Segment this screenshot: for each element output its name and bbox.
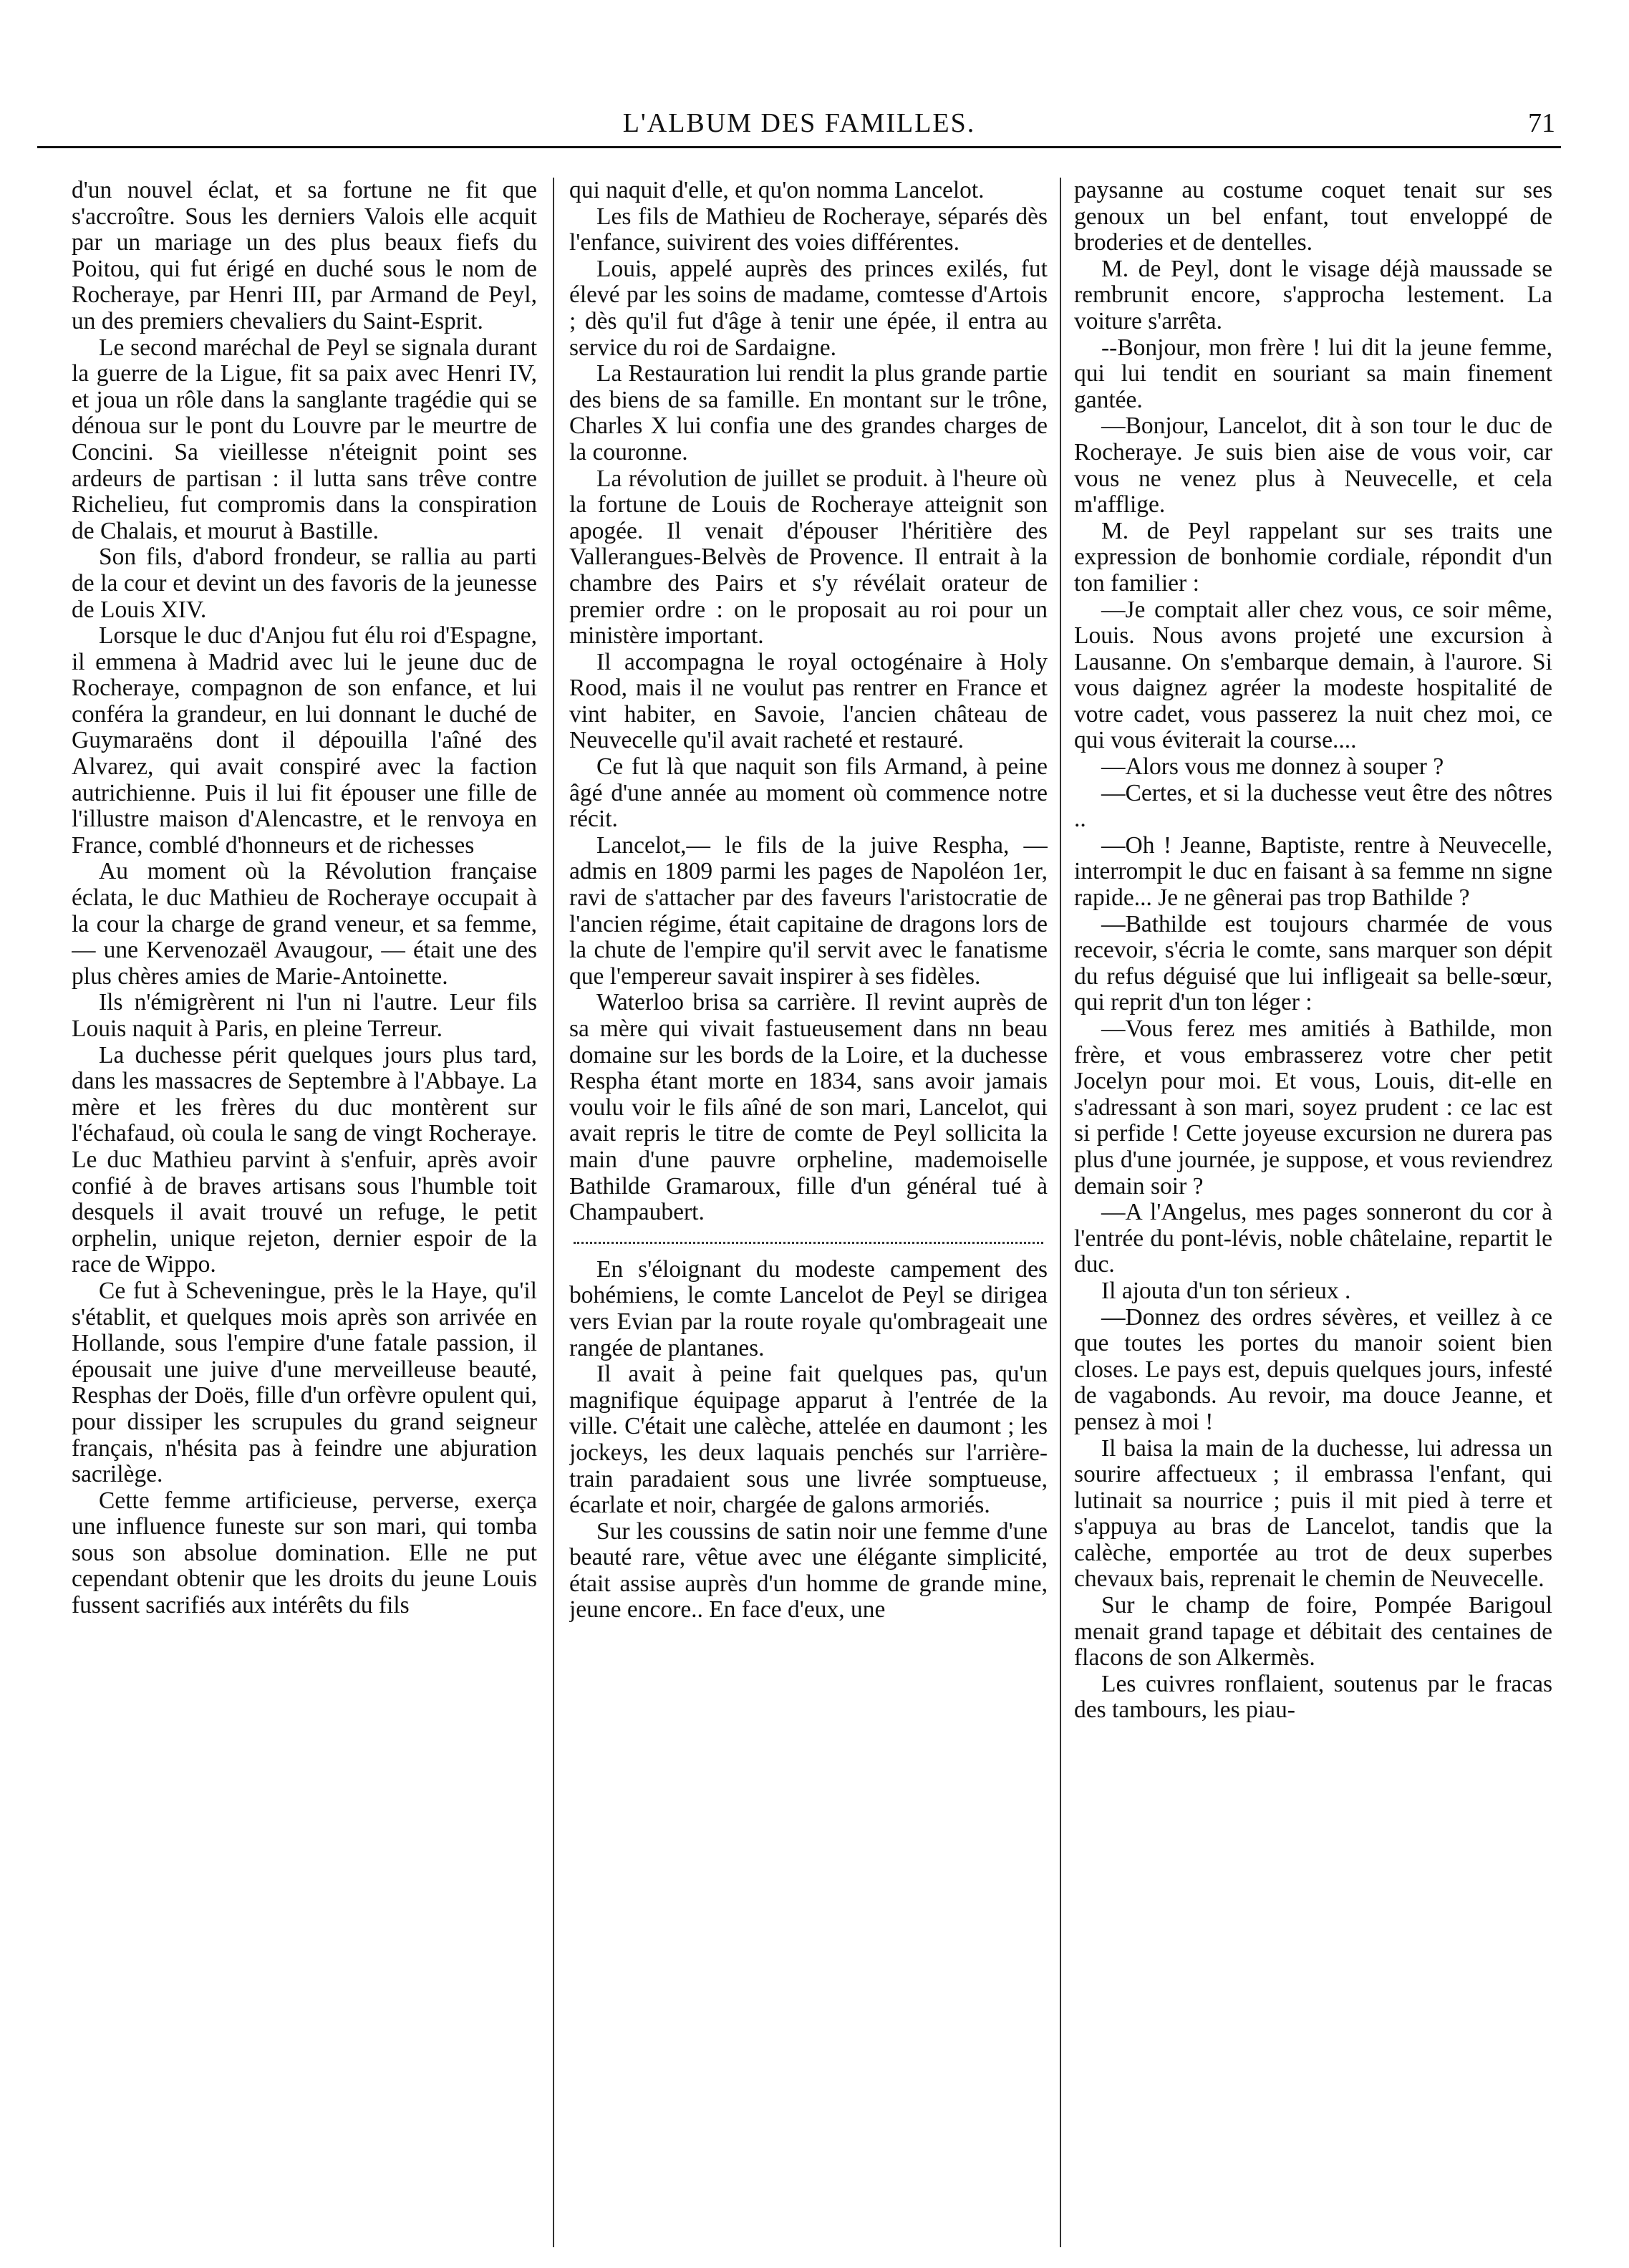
paragraph: Sur les coussins de satin noir une femme d'une beauté rare, vêtue avec une élégante simplicité, était assise auprès d'un homme de grande mine, jeune encore.. En face d'eux, une — [569, 1517, 1048, 1623]
paragraph: La duchesse périt quelques jours plus tard, dans les massacres de Septembre à l'Abbaye. La mère et les frères du duc montèrent sur l'échafaud, où coula le sang de vingt Rocheraye. Le duc Mathieu parvint à s'enfuir, après avoir confié à de braves artisans sous l'humble toit desquels il avait trouvé un refuge, le petit orphelin, unique rejeton, dernier espoir de la race de Wippo. — [72, 1041, 537, 1278]
page-header — [37, 107, 1561, 148]
paragraph: Au moment où la Révolution française éclata, le duc Mathieu de Rocheraye occupait à la cour la charge de grand veneur, et sa femme, — une Kervenozaël Avaugour, — était une des plus chères amies de Marie-Antoinette. — [72, 858, 537, 990]
section-separator — [574, 1242, 1043, 1244]
paragraph: Lancelot,— le fils de la juive Respha, — admis en 1809 parmi les pages de Napoléon 1er, ravi de s'attacher par des faveurs l'aristocratie de l'ancien régime, était capitaine de dragons lors de la chute de l'empire qu'il servit avec le fanatisme que l'empereur savait inspirer à ses fidèles. — [569, 831, 1048, 990]
paragraph: Les cuivres ronflaient, soutenus par le fracas des tambours, les piau- — [1074, 1670, 1552, 1724]
paragraph: Louis, appelé auprès des princes exilés, fut élevé par les soins de madame, comtesse d'Artois ; dès qu'il fut d'âge à tenir une épée, il entra au service du roi de Sardaigne. — [569, 255, 1048, 361]
paragraph: Ce fut là que naquit son fils Armand, à peine âgé d'une année au moment où commence notre récit. — [569, 753, 1048, 833]
paragraph: paysanne au costume coquet tenait sur ses genoux un bel enfant, tout enveloppé de broderies et de dentelles. — [1074, 178, 1552, 256]
paragraph: —Alors vous me donnez à souper ? — [1101, 753, 1444, 781]
text-column-3 — [1074, 178, 1552, 2247]
header-rule — [37, 146, 1561, 148]
paragraph: —Bathilde est toujours charmée de vous recevoir, s'écria le comte, sans marquer son dépit du refus déguisé que lui infligeait sa belle-sœur, qui reprit d'un ton léger : — [1074, 910, 1552, 1016]
column-divider-1 — [553, 178, 554, 2247]
paragraph: M. de Peyl, dont le visage déjà maussade se rembrunit encore, s'approcha lestement. La voiture s'arrêta. — [1074, 255, 1552, 334]
paragraph: Son fils, d'abord frondeur, se rallia au parti de la cour et devint un des favoris de la jeunesse de Louis XIV. — [72, 544, 537, 623]
paragraph: Il accompagna le royal octogénaire à Holy Rood, mais il ne voulut pas rentrer en France et vint habiter, en Savoie, l'ancien château de Neuvecelle qu'il avait racheté et restauré. — [569, 648, 1048, 754]
paragraph: Les fils de Mathieu de Rocheraye, séparés dès l'enfance, suivirent des voies différentes. — [569, 203, 1048, 256]
paragraph: Sur le champ de foire, Pompée Barigoul menait grand tapage et débitait des centaines de flacons de son Alkermès. — [1074, 1592, 1552, 1671]
paragraph: Il baisa la main de la duchesse, lui adressa un sourire affectueux ; il embrassa l'enfant, qui lutinait sa nourrice ; puis il mit pied à terre et s'appuya au bras de Lancelot, tandis que la calèche, emportée au trot de deux superbes chevaux bais, reprenait le chemin de Neuvecelle. — [1074, 1434, 1552, 1593]
paragraph: —Certes, et si la duchesse veut être des nôtres .. — [1074, 779, 1552, 833]
paragraph: --Bonjour, mon frère ! lui dit la jeune femme, qui lui tendit en souriant sa main finement gantée. — [1074, 334, 1552, 413]
paragraph: —Oh ! Jeanne, Baptiste, rentre à Neuvecelle, interrompit le duc en faisant à sa femme nn signe rapide... Je ne gênerai pas trop Bathilde ? — [1074, 831, 1552, 912]
paragraph: En s'éloignant du modeste campement des bohémiens, le comte Lancelot de Peyl se dirigea vers Evian par la route royale qu'ombrageait une rangée de plantanes. — [569, 1255, 1048, 1361]
column-divider-2 — [1060, 178, 1061, 2247]
paragraph: —A l'Angelus, mes pages sonneront du cor à l'entrée du pont-lévis, noble châtelaine, repartit le duc. — [1074, 1199, 1552, 1278]
paragraph: d'un nouvel éclat, et sa fortune ne fit que s'accroître. Sous les derniers Valois elle acquit par un mariage un des plus beaux fiefs du Poitou, qui fut érigé en duché sous le nom de Rocheraye, par Henri III, par Armand de Peyl, un des premiers chevaliers du Saint-Esprit. — [72, 178, 537, 334]
paragraph: —Vous ferez mes amitiés à Bathilde, mon frère, et vous embrasserez votre cher petit Jocelyn pour moi. Et vous, Louis, dit-elle en s'adressant à son mari, soyez prudent : ce lac est si perfide ! Cette joyeuse excursion ne durera pas plus d'une journée, je suppose, et vous reviendrez demain soir ? — [1074, 1015, 1552, 1200]
page-number: 71 — [1528, 108, 1555, 138]
paragraph: qui naquit d'elle, et qu'on nomma Lancelot. — [569, 178, 985, 203]
paragraph: Waterloo brisa sa carrière. Il revint auprès de sa mère qui vivait fastueusement dans nn beau domaine sur les bords de la Loire, et la duchesse Respha étant morte en 1834, sans avoir jamais voulu voir le fils aîné de son mari, Lancelot, qui avait repris le titre de comte de Peyl sollicita la main d'une pauvre orpheline, mademoiselle Bathilde Gramaroux, fille d'un général tué à Champaubert. — [569, 989, 1048, 1226]
paragraph: —Bonjour, Lancelot, dit à son tour le duc de Rocheraye. Je suis bien aise de vous voir, car vous ne venez plus à Neuvecelle, et cela m'afflige. — [1074, 412, 1552, 518]
paragraph: Ils n'émigrèrent ni l'un ni l'autre. Leur fils Louis naquit à Paris, en pleine Terreur. — [72, 989, 537, 1042]
paragraph: Le second maréchal de Peyl se signala durant la guerre de la Ligue, fit sa paix avec Henri IV, et joua un rôle dans la sanglante tragédie qui se dénoua sur le pont du Louvre par le meurtre de Concini. Sa vieillesse n'éteignit point ses ardeurs de partisan : il lutta sans trêve contre Richelieu, fut compromis dans la conspiration de Chalais, et mourut à Bastille. — [72, 334, 537, 544]
paragraph: La révolution de juillet se produit. à l'heure où la fortune de Louis de Rocheraye atteignit son apogée. Il venait d'épouser l'héritière des Vallerangues-Belvès de Provence. Il entrait à la chambre des Pairs et s'y révélait orateur de premier ordre : on le proposait au roi pour un ministère important. — [569, 465, 1048, 650]
paragraph: —Donnez des ordres sévères, et veillez à ce que toutes les portes du manoir soient bien closes. Le pays est, depuis quelques jours, infesté de vagabonds. Au revoir, ma douce Jeanne, et pensez à moi ! — [1074, 1303, 1552, 1435]
paragraph: —Je comptait aller chez vous, ce soir même, Louis. Nous avons projeté une excursion à Lausanne. On s'embarque demain, à l'aurore. Si vous daignez agréer la modeste hospitalité de votre cadet, vous passerez la nuit chez moi, ce qui vous éviterait la course.... — [1074, 596, 1552, 754]
text-column-2 — [569, 178, 1048, 2247]
paragraph: M. de Peyl rappelant sur ses traits une expression de bonhomie cordiale, répondit d'un ton familier : — [1074, 517, 1552, 597]
paragraph: Lorsque le duc d'Anjou fut élu roi d'Espagne, il emmena à Madrid avec lui le jeune duc de Rocheraye, compagnon de son enfance, et lui conféra la grandeur, en lui donnant le duché de Guymaraëns dont il dépouilla l'aîné des Alvarez, qui avait conspiré avec la faction autrichienne. Puis il lui fit épouser une fille de l'illustre maison d'Alencastre, et le renvoya en France, comblé d'honneurs et de richesses — [72, 622, 537, 859]
paragraph: Il avait à peine fait quelques pas, qu'un magnifique équipage apparut à l'entrée de la ville. C'était une calèche, attelée en daumont ; les jockeys, les deux laquais penchés sur l'arrière-train paradaient sous une livrée somptueuse, écarlate et noir, chargée de galons armoriés. — [569, 1361, 1048, 1519]
paragraph: Ce fut à Scheveningue, près le la Haye, qu'il s'établit, et quelques mois après son arrivée en Hollande, sous l'empire d'une fatale passion, il épousait une juive d'une merveilleuse beauté, Resphas der Doës, fille d'un orfèvre opulent qui, pour dissiper les scrupules du grand seigneur français, n'hésita pas à feindre une abjuration sacrilège. — [72, 1277, 537, 1488]
paragraph: Cette femme artificieuse, perverse, exerça une influence funeste sur son mari, qui tomba sous son absolue domination. Elle ne put cependant obtenir que les droits du jeune Louis fussent sacrifiés aux intérêts du fils — [72, 1487, 537, 1619]
running-title: L'ALBUM DES FAMILLES. — [622, 108, 976, 138]
paragraph: Il ajouta d'un ton sérieux . — [1101, 1277, 1351, 1304]
paragraph: La Restauration lui rendit la plus grande partie des biens de sa famille. En montant sur le trône, Charles X lui confia une des grandes charges de la couronne. — [569, 360, 1048, 465]
text-column-1 — [72, 178, 537, 2247]
